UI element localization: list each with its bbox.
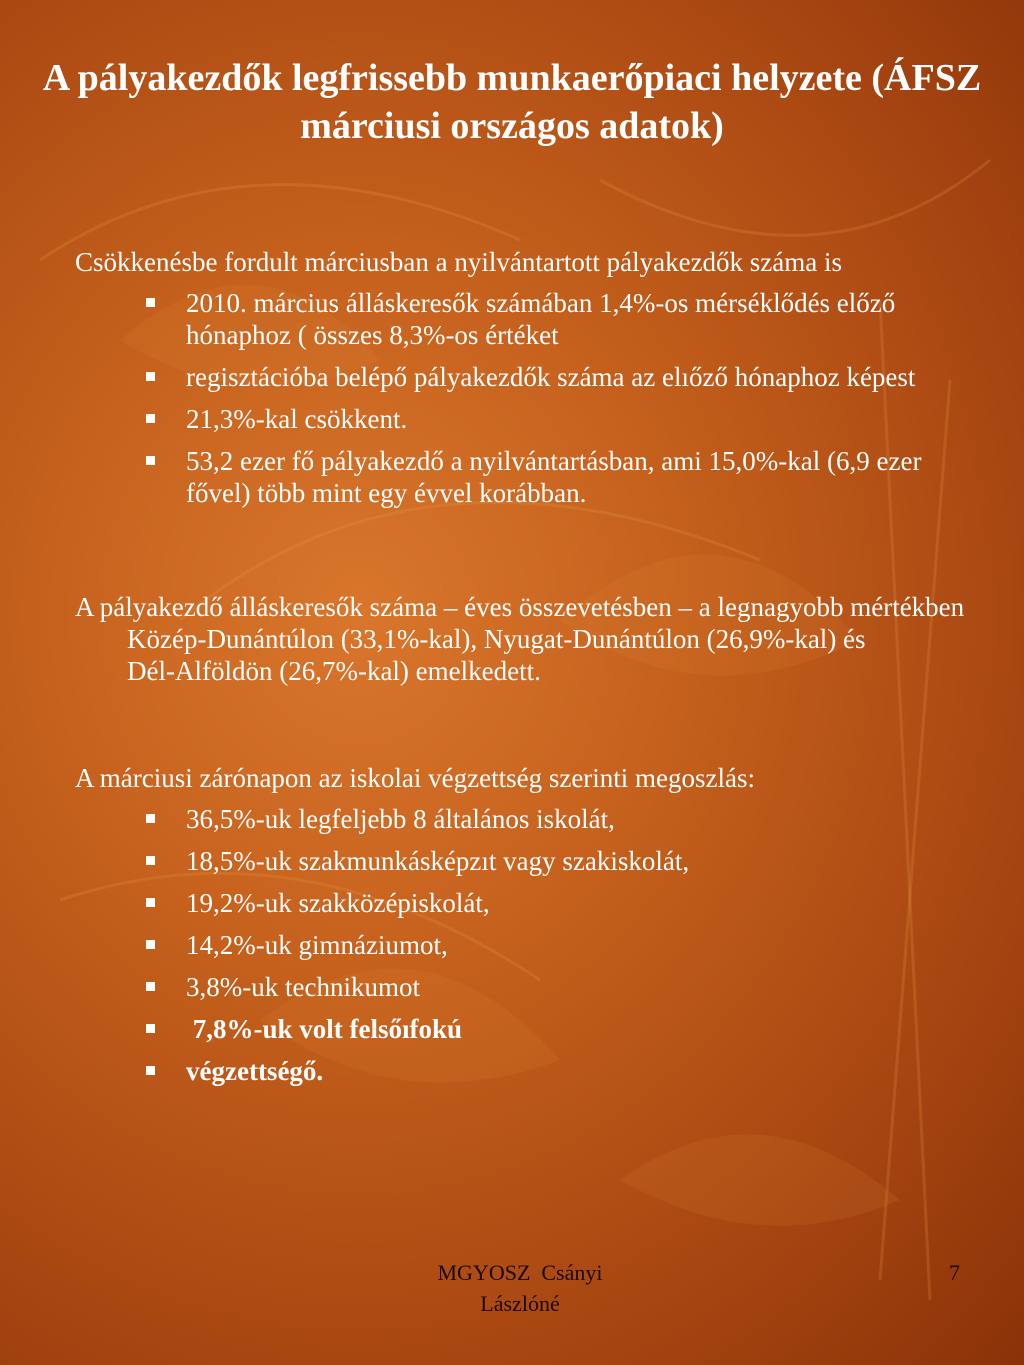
list-item [75,361,975,393]
square-bullet-icon [146,1066,155,1075]
list-item-text: 19,2%-uk szakközépiskolát, [186,888,490,918]
square-bullet-icon [146,898,155,907]
footer-author [370,1257,670,1319]
slide-body [75,246,975,1097]
list-item-text: 18,5%-uk szakmunkásképzıt vagy szakiskolát, [186,846,690,876]
list-item [75,887,975,919]
square-bullet-icon [146,1024,155,1033]
square-bullet-icon [146,814,155,823]
square-bullet-icon [146,456,155,465]
square-bullet-icon [146,298,155,307]
square-bullet-icon [146,372,155,381]
list-item [75,1055,975,1087]
square-bullet-icon [146,414,155,423]
footer-author-line-1: MGYOSZ Csányi [437,1260,603,1285]
list-item-text: 14,2%-uk gimnáziumot, [186,930,448,960]
regional-paragraph: A pályakezdő álláskeresők száma – éves összevetésben – a legnagyobb mértékben Közép-Dunántúlon (33,1%-kal), Nyugat-Dunántúlon (26,9%-kal) és Dél-Alföldön (26,7%-kal) emelkedett. [75,592,971,686]
list-item [75,403,975,435]
list-item [75,803,975,835]
list-item-text-bold: végzettségő. [186,1056,324,1086]
list-item [75,845,975,877]
slide-title: A pályakezdők legfrissebb munkaerőpiaci helyzete (ÁFSZ márciusi országos adatok) [42,57,982,147]
list-item-text: 21,3%-kal csökkent. [186,404,408,434]
list-item [75,971,975,1003]
bullet-list-2 [75,803,975,1087]
list-item-text: 2010. március álláskeresők számában 1,4%-os mérséklődés előző hónaphoz ( összes 8,3%-os értéket [186,288,896,350]
list-item-text-bold: 7,8%-uk volt felsőıfokú [186,1014,463,1044]
education-intro-paragraph: A márciusi zárónapon az iskolai végzettség szerinti megoszlás: [75,763,756,793]
list-item-text: regisztációba belépő pályakezdők száma az elıőző hónaphoz képest [186,362,916,392]
list-item [75,445,975,509]
list-item [75,1013,975,1045]
page-number: 7 [949,1260,960,1285]
bullet-list-1 [75,287,975,509]
list-item-text: 36,5%-uk legfeljebb 8 általános iskolát, [186,804,615,834]
list-item [75,929,975,961]
square-bullet-icon [146,982,155,991]
square-bullet-icon [146,856,155,865]
intro-paragraph: Csökkenésbe fordult márciusban a nyilvántartott pályakezdők száma is [75,247,843,277]
list-item-text: 53,2 ezer fő pályakezdő a nyilvántartásban, ami 15,0%-kal (6,9 ezer fővel) több mint egy évvel korábban. [186,446,922,508]
list-item-text: 3,8%-uk technikumot [186,972,420,1002]
square-bullet-icon [146,940,155,949]
list-item [75,287,975,351]
footer-author-line-2: Lászlóné [480,1291,560,1316]
